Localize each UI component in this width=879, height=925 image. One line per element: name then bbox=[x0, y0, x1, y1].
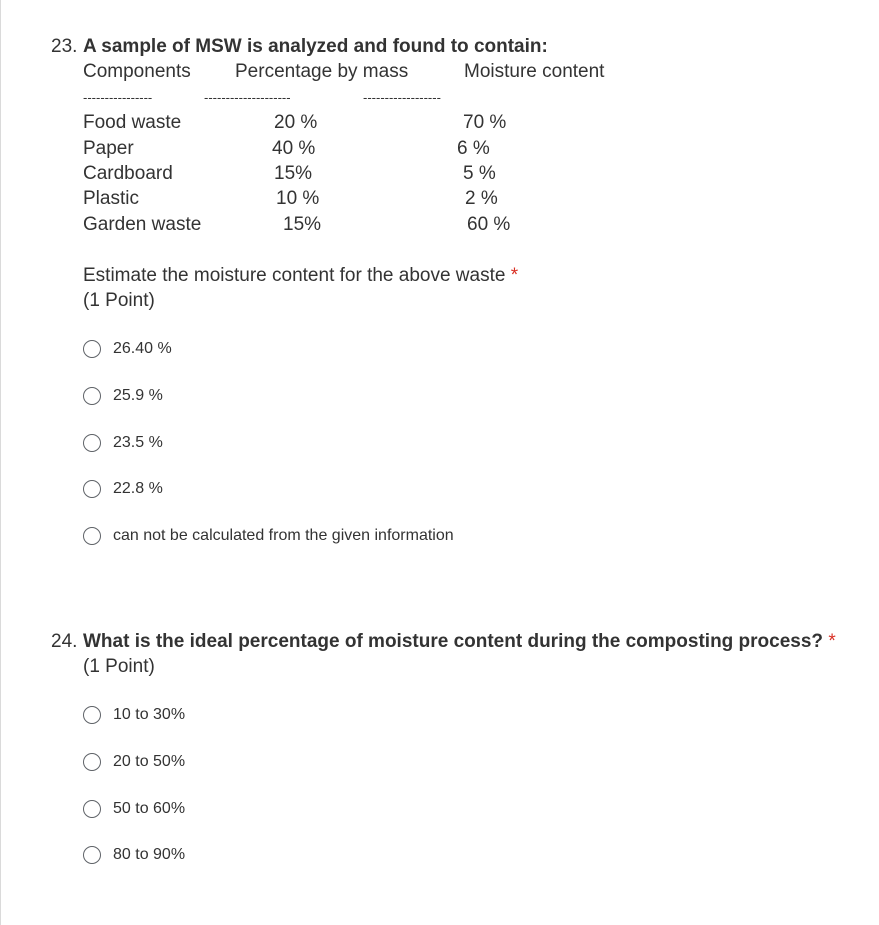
q24-number: 24. bbox=[51, 631, 78, 652]
q23-title: A sample of MSW is analyzed and found to contain: bbox=[83, 36, 548, 57]
option-label: 20 to 50% bbox=[113, 753, 186, 770]
radio-button[interactable] bbox=[83, 340, 101, 358]
option-label: 22.8 % bbox=[113, 480, 163, 497]
table-cell-percent: 10 % bbox=[276, 188, 320, 209]
q24-title-row bbox=[83, 631, 836, 653]
radio-button[interactable] bbox=[83, 387, 101, 405]
q23-number: 23. bbox=[51, 36, 78, 57]
radio-button[interactable] bbox=[83, 706, 101, 724]
table-cell-percent: 15% bbox=[274, 163, 313, 184]
q24-option-3[interactable] bbox=[83, 797, 185, 821]
table-cell-percent: 40 % bbox=[272, 138, 316, 159]
option-label: 26.40 % bbox=[113, 340, 172, 357]
radio-button[interactable] bbox=[83, 527, 101, 545]
table-cell-component: Paper bbox=[83, 138, 134, 159]
option-label: 50 to 60% bbox=[113, 800, 186, 817]
required-asterisk: * bbox=[510, 265, 519, 286]
table-cell-moisture: 70 % bbox=[463, 112, 507, 133]
page-left-border bbox=[0, 0, 1, 925]
table-divider-moisture: ------------------ bbox=[363, 90, 441, 105]
table-cell-moisture: 2 % bbox=[465, 188, 498, 209]
radio-button[interactable] bbox=[83, 480, 101, 498]
q23-points: (1 Point) bbox=[83, 290, 155, 311]
option-label: can not be calculated from the given information bbox=[113, 527, 454, 544]
table-divider-components: ---------------- bbox=[83, 90, 153, 105]
q23-option-1[interactable] bbox=[83, 337, 172, 361]
q24-points: (1 Point) bbox=[83, 656, 155, 677]
radio-button[interactable] bbox=[83, 753, 101, 771]
q23-question bbox=[83, 265, 518, 287]
option-label: 80 to 90% bbox=[113, 846, 186, 863]
table-cell-component: Food waste bbox=[83, 112, 182, 133]
q23-question-text: Estimate the moisture content for the above waste bbox=[83, 265, 506, 286]
q23-option-5[interactable] bbox=[83, 524, 454, 548]
radio-button[interactable] bbox=[83, 434, 101, 452]
option-label: 25.9 % bbox=[113, 387, 163, 404]
table-cell-component: Garden waste bbox=[83, 214, 202, 235]
table-cell-component: Plastic bbox=[83, 188, 139, 209]
table-header-moisture: Moisture content bbox=[464, 61, 605, 82]
option-label: 10 to 30% bbox=[113, 706, 186, 723]
q23-option-4[interactable] bbox=[83, 477, 163, 501]
table-header-components: Components bbox=[83, 61, 191, 82]
radio-button[interactable] bbox=[83, 800, 101, 818]
table-cell-percent: 15% bbox=[283, 214, 322, 235]
table-cell-moisture: 6 % bbox=[457, 138, 490, 159]
radio-button[interactable] bbox=[83, 846, 101, 864]
table-cell-moisture: 5 % bbox=[463, 163, 496, 184]
table-header-percentage: Percentage by mass bbox=[235, 61, 409, 82]
q24-title: What is the ideal percentage of moisture content during the composting process? bbox=[83, 631, 824, 652]
table-cell-component: Cardboard bbox=[83, 163, 173, 184]
table-divider-percentage: -------------------- bbox=[204, 90, 291, 105]
q24-option-4[interactable] bbox=[83, 843, 185, 867]
table-cell-moisture: 60 % bbox=[467, 214, 511, 235]
q24-option-2[interactable] bbox=[83, 750, 185, 774]
table-cell-percent: 20 % bbox=[274, 112, 318, 133]
q23-option-3[interactable] bbox=[83, 431, 163, 455]
q24-option-1[interactable] bbox=[83, 703, 185, 727]
required-asterisk: * bbox=[828, 631, 836, 652]
option-label: 23.5 % bbox=[113, 434, 163, 451]
q23-option-2[interactable] bbox=[83, 384, 163, 408]
